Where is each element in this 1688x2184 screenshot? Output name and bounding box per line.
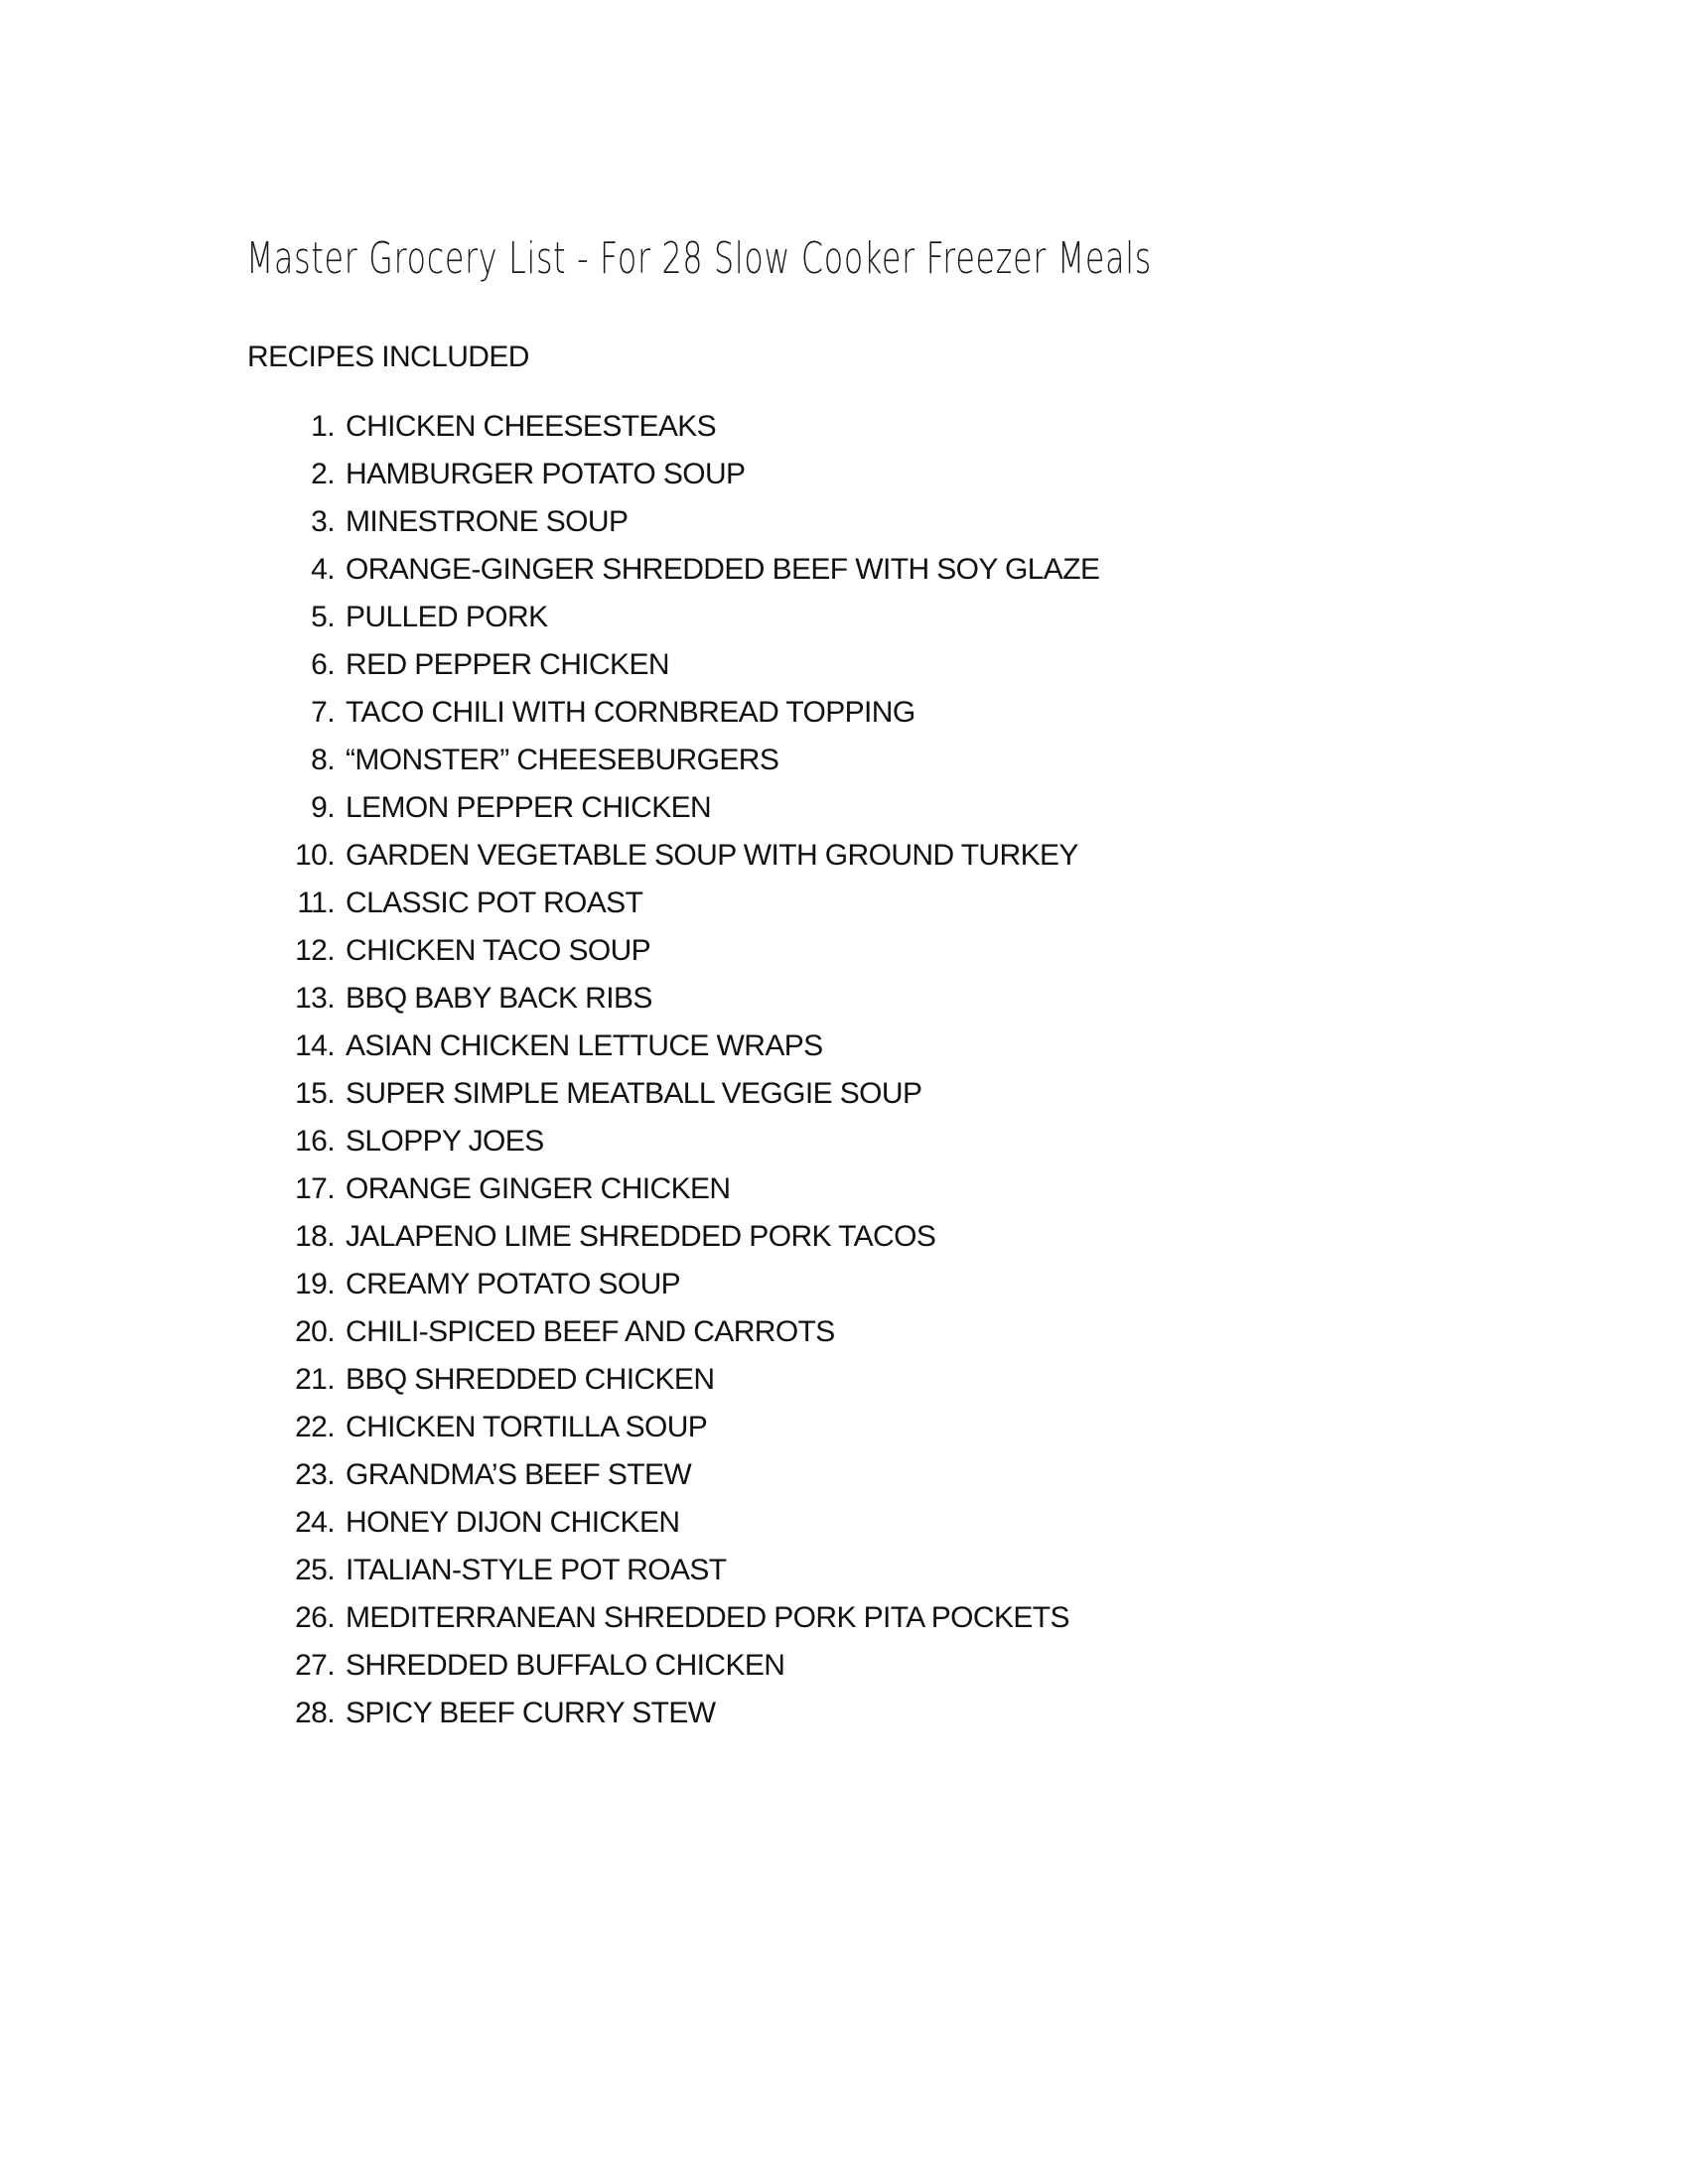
recipe-list-item [0,1308,1192,1356]
recipe-number: 12. [295,934,335,967]
recipe-number: 8. [311,744,335,776]
recipe-list-item [0,1213,1192,1261]
recipe-name: MEDITERRANEAN SHREDDED PORK PITA POCKETS [346,1601,1069,1634]
recipe-list-item [0,1642,1192,1690]
recipe-number: 20. [295,1315,335,1348]
recipe-number: 14. [295,1029,335,1062]
recipe-list-item [0,1690,1192,1737]
recipe-list-item [0,1261,1192,1308]
recipe-name: SUPER SIMPLE MEATBALL VEGGIE SOUP [346,1077,922,1110]
recipe-number: 16. [295,1125,335,1158]
recipe-list-item [0,1404,1192,1451]
document-title: Master Grocery List - For 28 Slow Cooker Freezer Meals [246,233,1153,284]
recipe-list-item [0,1356,1192,1404]
recipe-name: CREAMY POTATO SOUP [346,1268,681,1300]
recipe-number: 6. [311,648,335,681]
recipe-list-item [0,927,1192,975]
recipe-list-item [0,498,1192,546]
recipe-name: CHICKEN TORTILLA SOUP [346,1411,708,1443]
recipe-name: LEMON PEPPER CHICKEN [346,791,712,824]
recipe-number: 17. [295,1172,335,1205]
recipe-name: ITALIAN-STYLE POT ROAST [346,1554,727,1586]
section-heading: RECIPES INCLUDED [247,341,529,373]
recipe-list-item [0,832,1192,880]
recipe-name: MINESTRONE SOUP [346,505,629,538]
recipe-list-item [0,641,1192,689]
recipe-list-item [0,689,1192,737]
recipe-number: 5. [311,601,335,633]
recipe-number: 13. [295,982,335,1015]
recipe-number: 19. [295,1268,335,1300]
recipe-name: CHICKEN CHEESESTEAKS [346,410,717,443]
recipe-number: 26. [295,1601,335,1634]
recipe-name: RED PEPPER CHICKEN [346,648,669,681]
recipe-name: ASIAN CHICKEN LETTUCE WRAPS [346,1029,823,1062]
recipe-list-item [0,546,1192,594]
recipe-list [0,403,1192,1737]
recipe-name: PULLED PORK [346,601,548,633]
recipe-list-item [0,1499,1192,1547]
recipe-name: JALAPENO LIME SHREDDED PORK TACOS [346,1220,936,1253]
recipe-number: 1. [311,410,335,443]
recipe-name: HONEY DIJON CHICKEN [346,1506,680,1539]
recipe-number: 24. [295,1506,335,1539]
recipe-number: 22. [295,1411,335,1443]
recipe-list-item [0,1070,1192,1118]
recipe-name: ORANGE GINGER CHICKEN [346,1172,731,1205]
recipe-number: 3. [311,505,335,538]
recipe-name: CHILI-SPICED BEEF AND CARROTS [346,1315,835,1348]
recipe-number: 4. [311,553,335,586]
recipe-number: 18. [295,1220,335,1253]
recipe-list-item [0,975,1192,1023]
recipe-list-item [0,451,1192,498]
recipe-list-item [0,1594,1192,1642]
recipe-name: ORANGE-GINGER SHREDDED BEEF WITH SOY GLAZE [346,553,1100,586]
recipe-name: TACO CHILI WITH CORNBREAD TOPPING [346,696,915,729]
recipe-name: SPICY BEEF CURRY STEW [346,1697,716,1729]
recipe-list-item [0,594,1192,641]
recipe-list-item [0,1023,1192,1070]
recipe-name: GARDEN VEGETABLE SOUP WITH GROUND TURKEY [346,839,1078,872]
recipe-name: CHICKEN TACO SOUP [346,934,651,967]
recipe-list-item [0,784,1192,832]
recipe-list-item [0,1118,1192,1165]
recipe-name: “MONSTER” CHEESEBURGERS [346,744,779,776]
recipe-number: 2. [311,458,335,490]
recipe-name: BBQ BABY BACK RIBS [346,982,652,1015]
recipe-list-item [0,1451,1192,1499]
recipe-name: SLOPPY JOES [346,1125,544,1158]
recipe-name: SHREDDED BUFFALO CHICKEN [346,1649,785,1682]
recipe-number: 28. [295,1697,335,1729]
recipe-number: 11. [297,887,335,919]
recipe-number: 27. [295,1649,335,1682]
recipe-list-item [0,403,1192,451]
recipe-name: BBQ SHREDDED CHICKEN [346,1363,715,1396]
recipe-number: 25. [295,1554,335,1586]
recipe-list-item [0,737,1192,784]
recipe-name: CLASSIC POT ROAST [346,887,643,919]
recipe-number: 7. [311,696,335,729]
recipe-number: 10. [295,839,335,872]
recipe-number: 21. [295,1363,335,1396]
recipe-number: 9. [311,791,335,824]
recipe-name: HAMBURGER POTATO SOUP [346,458,746,490]
recipe-list-item [0,1165,1192,1213]
recipe-list-item [0,1547,1192,1594]
recipe-list-item [0,880,1192,927]
recipe-number: 15. [295,1077,335,1110]
recipe-name: GRANDMA’S BEEF STEW [346,1458,692,1491]
recipe-number: 23. [295,1458,335,1491]
